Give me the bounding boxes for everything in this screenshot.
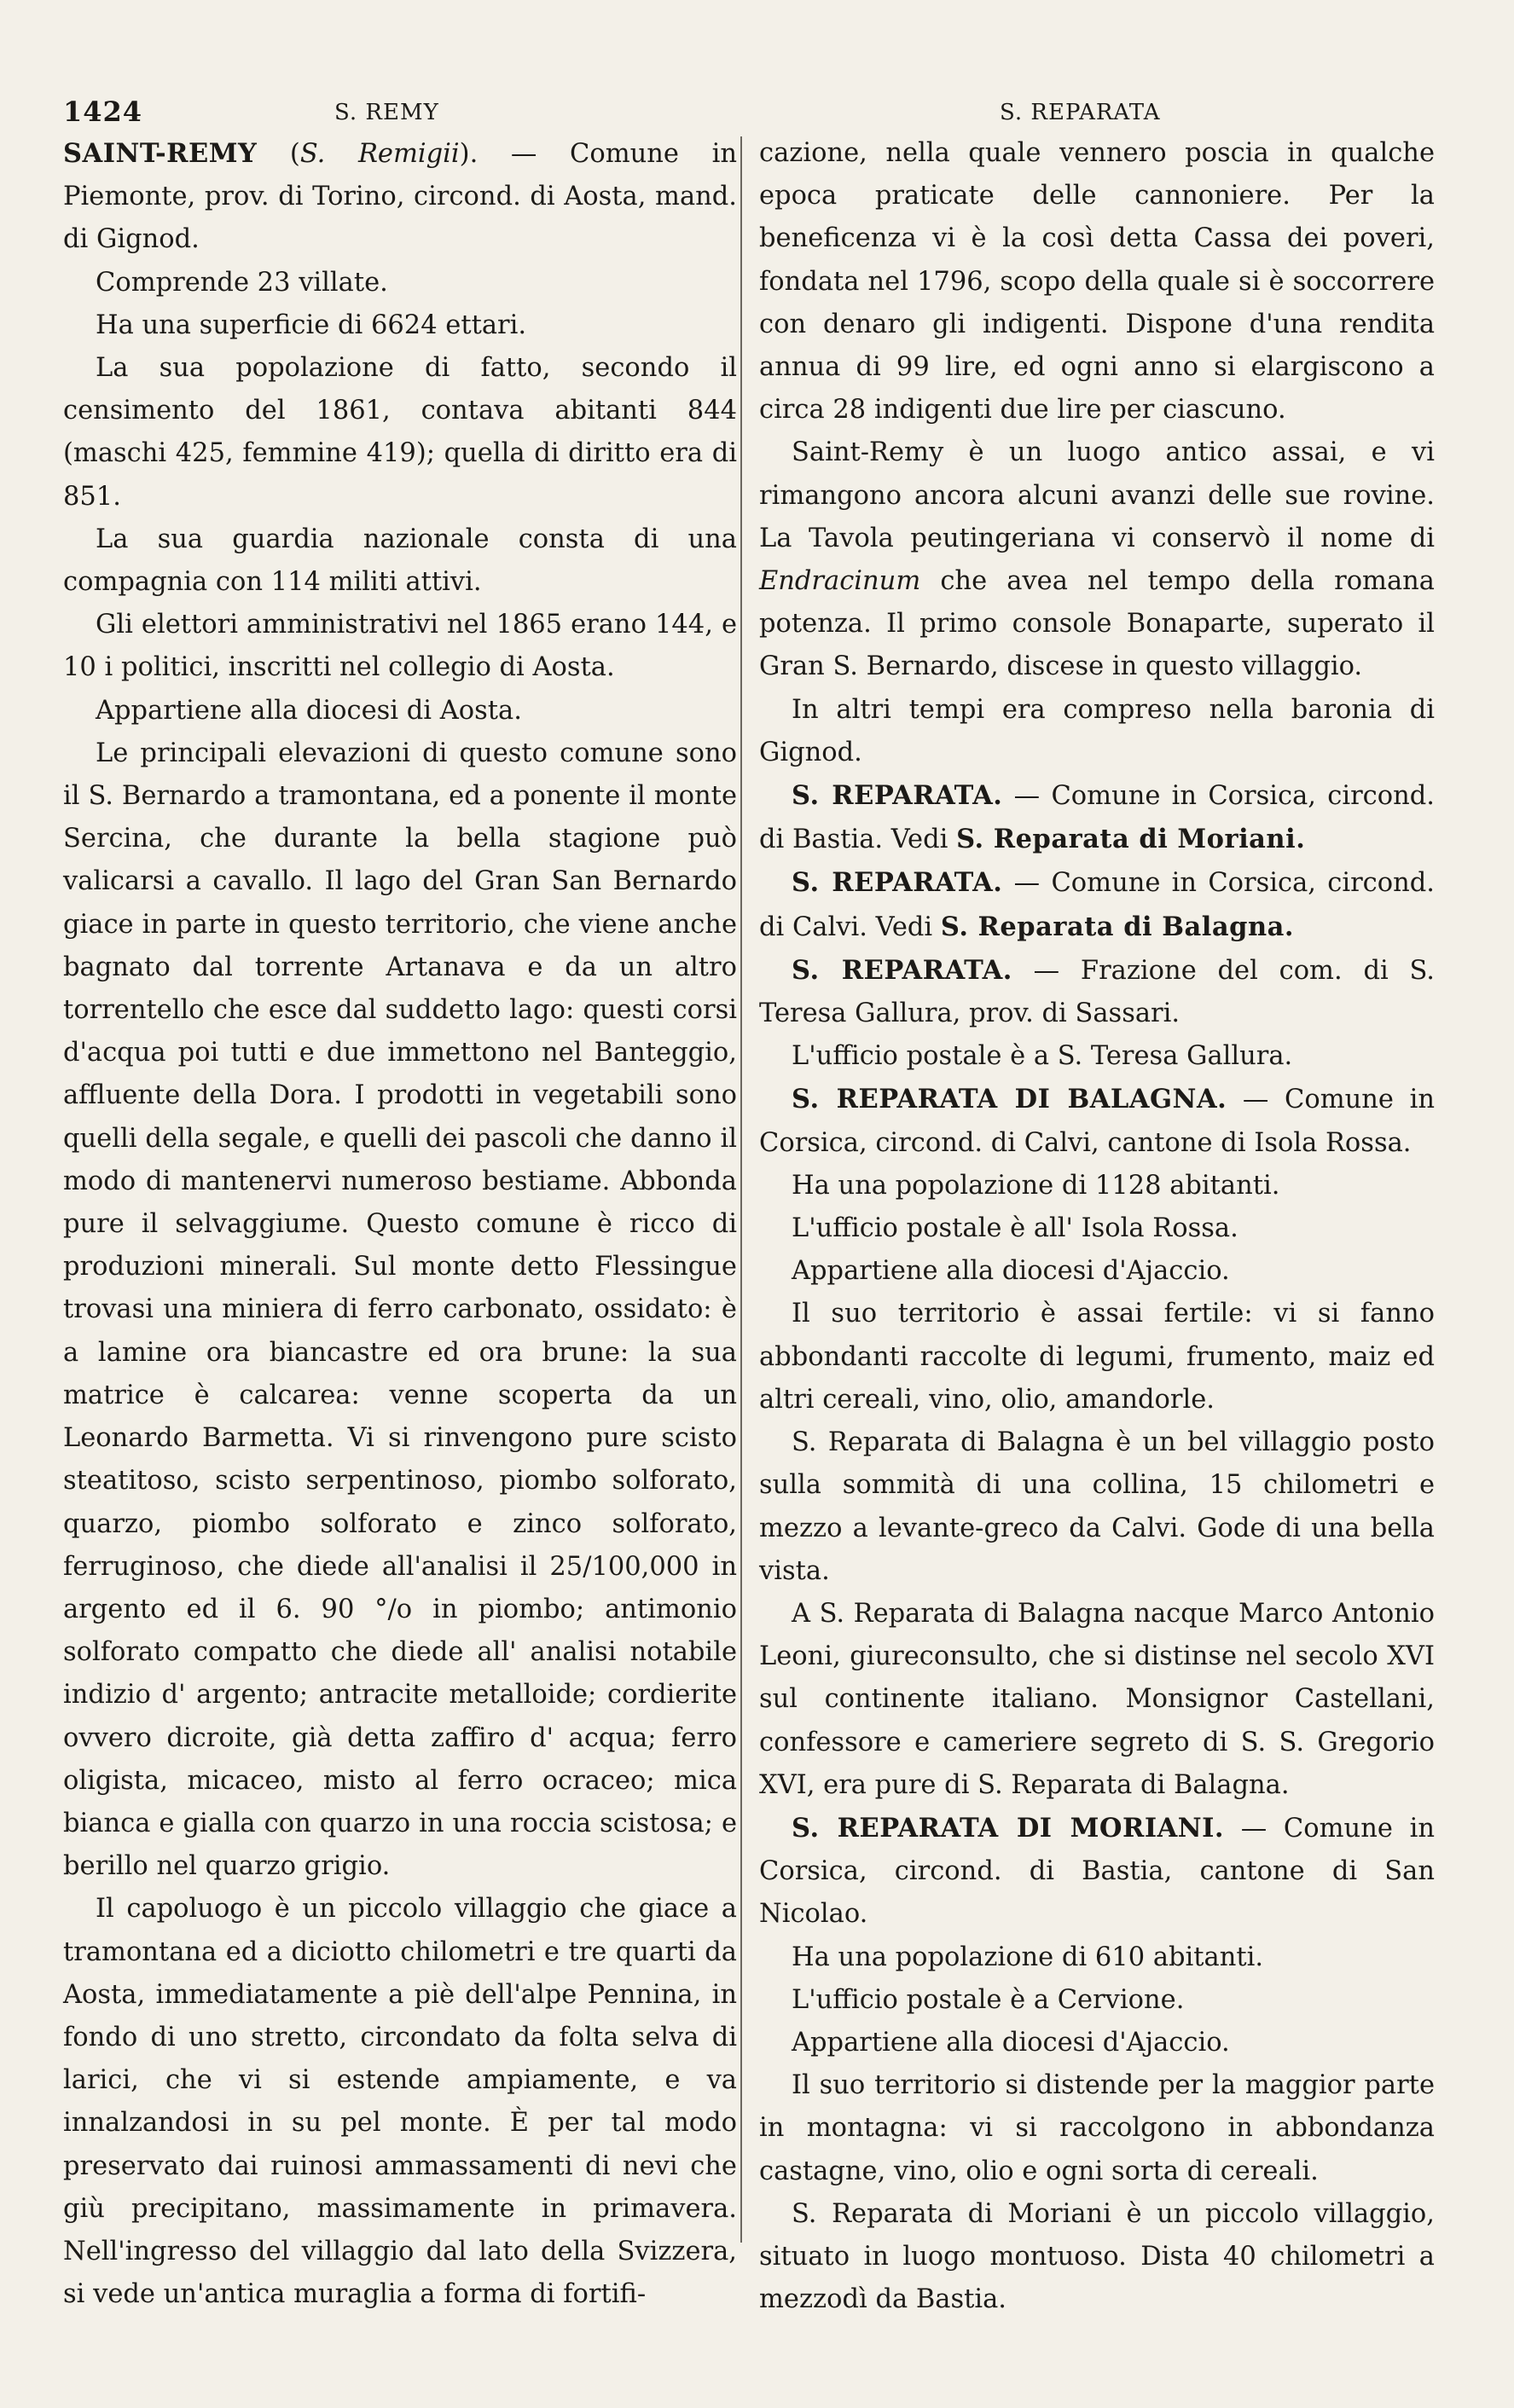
paragraph: S. Reparata di Balagna è un bel villaggio posto sulla sommità di una collina, 15 chilometri e mezzo a levante-greco da Calvi. Gode di una bella vista. bbox=[759, 1427, 1435, 1586]
entry-text: — Comune in Corsica, circond. di Calvi. Vedi bbox=[759, 868, 1435, 942]
paragraph: Comprende 23 villate. bbox=[96, 267, 388, 298]
entry-heading: S. REPARATA. bbox=[792, 954, 1012, 986]
paragraph: Gli elettori amministrativi nel 1865 erano 144, e 10 i politici, inscritti nel collegio di Aosta. bbox=[63, 610, 737, 683]
latin-name: S. Remigii bbox=[299, 139, 460, 169]
entry-heading: SAINT-REMY bbox=[63, 138, 258, 169]
paren-open: ( bbox=[257, 139, 300, 169]
left-running-title: S. REMY bbox=[334, 100, 439, 125]
left-column bbox=[63, 132, 737, 2316]
paragraph: S. Reparata di Moriani è un piccolo villaggio, situato in luogo montuoso. Dista 40 chilometri a mezzodì da Bastia. bbox=[759, 2198, 1435, 2315]
entry-heading: S. REPARATA. bbox=[792, 867, 1003, 899]
paragraph: Appartiene alla diocesi d'Ajaccio. bbox=[792, 2027, 1230, 2058]
paragraph: Ha una popolazione di 610 abitanti. bbox=[792, 1942, 1264, 1972]
entry-text: — Comune in Corsica, circond. di Bastia, cantone di San Nicolao. bbox=[759, 1813, 1435, 1930]
text-span: che avea nel tempo della romana potenza. Il primo console Bonaparte, superato il Gran S. Bernardo, discese in questo villaggio. bbox=[759, 566, 1435, 682]
page-number: 1424 bbox=[63, 96, 143, 128]
paragraph: Il capoluogo è un piccolo villaggio che giace a tramontana ed a diciotto chilometri e tre quarti da Aosta, immediatamente a piè dell'alpe Pennina, in fondo di uno stretto, circondato da folta selva di larici, che vi si estende ampiamente, e va innalzandosi in su pel monte. È per tal modo preservato dai ruinosi ammassamenti di nevi che giù precipitano, massimamente in primavera. Nell'ingresso del villaggio dal lato della Svizzera, si vede un'antica muraglia a forma di fortifi- bbox=[63, 1894, 737, 2310]
text-span: Saint-Remy è un luogo antico assai, e vi rimangono ancora alcuni avanzi delle sue rovine. La Tavola peutingeriana vi conservò il nome di bbox=[759, 437, 1435, 553]
paragraph: Appartiene alla diocesi di Aosta. bbox=[96, 695, 522, 726]
right-column bbox=[759, 132, 1435, 2321]
entry-s-reparata-calvi bbox=[759, 861, 1435, 948]
paragraph-continued: cazione, nella quale vennero poscia in qualche epoca praticate delle cannoniere. Per la beneficenza vi è la così detta Cassa dei poveri, fondata nel 1796, scopo della quale si è soccorrere con denaro gli indigenti. Dispone d'una rendita annua di 99 lire, ed ogni anno si elargiscono a circa 28 indigenti due lire per ciascuno. bbox=[759, 138, 1435, 425]
entry-s-reparata-gallura bbox=[759, 949, 1435, 1035]
paragraph bbox=[759, 431, 1435, 688]
cross-reference: S. Reparata di Balagna. bbox=[940, 911, 1294, 942]
paragraph: Il suo territorio si distende per la maggior parte in montagna: vi si raccolgono in abbondanza castagne, vino, olio e ogni sorta di cereali. bbox=[759, 2070, 1435, 2186]
entry-text: — Frazione del com. di S. Teresa Gallura, prov. di Sassari. bbox=[759, 955, 1435, 1029]
page-header bbox=[0, 0, 1514, 136]
entry-text: ). — Comune in Piemonte, prov. di Torino, circond. di Aosta, mand. di Gignod. bbox=[63, 139, 737, 255]
paragraph: Appartiene alla diocesi d'Ajaccio. bbox=[792, 1256, 1230, 1287]
entry-heading: S. REPARATA. bbox=[792, 780, 1003, 812]
paragraph: Le principali elevazioni di questo comune sono il S. Bernardo a tramontana, ed a ponente il monte Sercina, che durante la bella stagione può valicarsi a cavallo. Il lago del Gran San Bernardo giace in parte in questo territorio, che viene anche bagnato dal torrente Artanava e da un altro torrentello che esce dal suddetto lago: questi corsi d'acqua poi tutti e due immettono nel Banteggio, affluente della Dora. I prodotti in vegetabili sono quelli della segale, e quelli dei pascoli che danno il modo di mantenervi numeroso bestiame. Abbonda pure il selvaggiume. Questo comune è ricco di produzioni minerali. Sul monte detto Flessingue trovasi una miniera di ferro carbonato, ossidato: è a lamine ora biancastre ed ora brune: la sua matrice è calcarea: venne scoperta da un Leonardo Barmetta. Vi si rinvengono pure scisto steatitoso, scisto serpentinoso, piombo solforato, quarzo, piombo solforato e zinco solforato, ferruginoso, che diede all'analisi il 25/100,000 in argento ed il 6. 90 °/o in piombo; antimonio solforato compatto che diede all' analisi notabile indizio d' argento; antracite metalloide; cordierite ovvero dicroite, già detta zaffiro d' acqua; ferro oligista, micaceo, misto al ferro ocraceo; mica bianca e gialla con quarzo in una roccia scistosa; e berillo nel quarzo grigio. bbox=[63, 738, 737, 1882]
cross-reference: S. Reparata di Moriani. bbox=[956, 824, 1306, 855]
entry-s-reparata-di-moriani bbox=[759, 1807, 1435, 1936]
paragraph: In altri tempi era compreso nella baronia di Gignod. bbox=[759, 694, 1435, 767]
column-divider bbox=[740, 136, 742, 2243]
right-running-title: S. REPARATA bbox=[1000, 100, 1161, 125]
paragraph: L'ufficio postale è all' Isola Rossa. bbox=[792, 1213, 1238, 1244]
paragraph: Ha una popolazione di 1128 abitanti. bbox=[792, 1170, 1280, 1201]
entry-heading: S. REPARATA DI MORIANI. bbox=[792, 1812, 1225, 1844]
paragraph: La sua popolazione di fatto, secondo il censimento del 1861, contava abitanti 844 (maschi 425, femmine 419); quella di diritto era di 851. bbox=[63, 353, 737, 512]
entry-saint-remy bbox=[63, 132, 737, 262]
paragraph: L'ufficio postale è a S. Teresa Gallura. bbox=[792, 1041, 1293, 1072]
paragraph: A S. Reparata di Balagna nacque Marco Antonio Leoni, giureconsulto, che si distinse nel secolo XVI sul continente italiano. Monsignor Castellani, confessore e cameriere segreto di S. S. Gregorio XVI, era pure di S. Reparata di Balagna. bbox=[759, 1598, 1435, 1800]
entry-s-reparata-di-balagna bbox=[759, 1078, 1435, 1164]
entry-s-reparata-bastia bbox=[759, 774, 1435, 861]
paragraph: L'ufficio postale è a Cervione. bbox=[792, 1984, 1185, 2015]
latin-name: Endracinum bbox=[759, 566, 921, 597]
entry-heading: S. REPARATA DI BALAGNA. bbox=[792, 1084, 1227, 1115]
paragraph: Ha una superficie di 6624 ettari. bbox=[96, 310, 527, 340]
entry-text: — Comune in Corsica, circond. di Calvi, cantone di Isola Rossa. bbox=[759, 1085, 1435, 1158]
entry-text: — Comune in Corsica, circond. di Bastia. Vedi bbox=[759, 781, 1435, 855]
paragraph: La sua guardia nazionale consta di una compagnia con 114 militi attivi. bbox=[63, 524, 737, 598]
paragraph: Il suo territorio è assai fertile: vi si fanno abbondanti raccolte di legumi, frumento, maiz ed altri cereali, vino, olio, amandorle. bbox=[759, 1299, 1435, 1415]
